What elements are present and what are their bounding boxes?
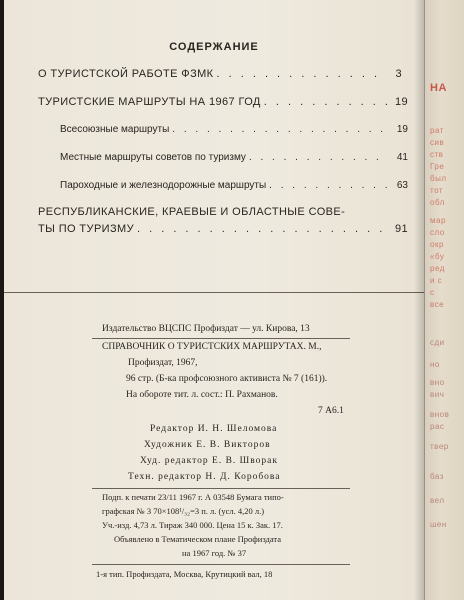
right-page-line: рат xyxy=(430,126,444,135)
toc-entry-page: 3 xyxy=(395,68,402,80)
toc-entry xyxy=(38,96,408,108)
toc-entry-page: 63 xyxy=(396,180,408,191)
credit-line: Редактор И. Н. Шеломова xyxy=(150,424,278,434)
toc-entry-label: ТУРИСТСКИЕ МАРШРУТЫ НА 1967 ГОД xyxy=(38,96,261,108)
divider xyxy=(4,292,424,293)
right-page-line: окр xyxy=(430,240,444,249)
toc-entry-label: Пароходные и железнодорожные маршруты xyxy=(60,180,267,191)
toc-leader-dots xyxy=(134,223,388,235)
right-page-line: сив xyxy=(430,138,445,147)
right-page-line: и с xyxy=(430,276,443,285)
right-page-line: все xyxy=(430,300,445,309)
right-page-line: был xyxy=(430,174,447,183)
biblio-line: На обороте тит. л. сост.: П. Рахманов. xyxy=(126,390,278,400)
toc-entry-label: Всесоюзные маршруты xyxy=(60,124,170,135)
right-page-line: вно xyxy=(430,378,445,387)
biblio-line: СПРАВОЧНИК О ТУРИСТСКИХ МАРШРУТАХ. М., xyxy=(102,342,322,352)
class-code: 7 А6.1 xyxy=(318,406,344,416)
toc-leader-dots xyxy=(214,68,383,80)
toc-leader-dots xyxy=(266,180,388,191)
toc-entry-page: 41 xyxy=(396,152,408,163)
divider xyxy=(92,338,350,339)
right-page-line: ред xyxy=(430,264,445,273)
right-page-line: баз xyxy=(430,472,444,481)
toc-entry-page: 19 xyxy=(396,124,408,135)
printer-line: 1-я тип. Профиздата, Москва, Крутицкий вал, 18 xyxy=(96,569,273,579)
right-page-line: «бу xyxy=(430,252,445,261)
right-page-line: рас xyxy=(430,422,445,431)
right-page-line: сди xyxy=(430,338,445,347)
right-page-line: вич xyxy=(430,390,445,399)
toc-leader-dots xyxy=(261,96,388,108)
print-info-line: Уч.-изд. 4,73 л. Тираж 340 000. Цена 15 к. Зак. 17. xyxy=(102,520,283,530)
credit-line: Художник Е. В. Викторов xyxy=(144,440,271,450)
toc-entry-label: Местные маршруты советов по туризму xyxy=(60,152,246,163)
divider xyxy=(92,564,350,565)
right-page-line: Гре xyxy=(430,162,445,171)
publisher-line: Издательство ВЦСПС Профиздат — ул. Кирова, 13 xyxy=(102,324,310,334)
toc-leader-dots xyxy=(169,124,388,135)
toc-entry-line1: РЕСПУБЛИКАНСКИЕ, КРАЕВЫЕ И ОБЛАСТНЫЕ СОВЕ- xyxy=(38,206,346,218)
credit-line: Худ. редактор Е. В. Шворак xyxy=(140,456,279,466)
left-page xyxy=(4,0,424,600)
right-page-line: но xyxy=(430,360,440,369)
right-page-heading: НА xyxy=(430,82,447,94)
toc-entry-label: ТЫ ПО ТУРИЗМУ xyxy=(38,223,134,235)
right-page-line: вел xyxy=(430,496,445,505)
right-page-line: мар xyxy=(430,216,446,225)
print-info-line: Объявлено в Тематическом плане Профиздата xyxy=(114,534,282,544)
toc-entry-label: О ТУРИСТСКОЙ РАБОТЕ ФЗМК xyxy=(38,68,214,80)
right-page-line: внов xyxy=(430,410,450,419)
right-page-line: с xyxy=(430,288,435,297)
right-page-line: твер xyxy=(430,442,449,451)
toc-entry-page: 91 xyxy=(394,223,408,235)
biblio-line: 96 стр. (Б-ка профсоюзного активиста № 7 (161)). xyxy=(126,374,328,384)
right-page-line: ств xyxy=(430,150,444,159)
print-info-line: на 1967 год. № 37 xyxy=(182,548,247,558)
toc-title: СОДЕРЖАНИЕ xyxy=(169,41,259,53)
print-info-line: Подп. к печати 23/11 1967 г. А 03548 Бумага типо- xyxy=(102,492,284,502)
toc-entry xyxy=(38,223,408,235)
toc-leader-dots xyxy=(246,152,388,163)
print-info-line: графская № 3 70×108¹/₃₂=3 п. л. (усл. 4,20 л.) xyxy=(102,506,265,516)
biblio-line: Профиздат, 1967, xyxy=(128,358,198,368)
right-page-line: сло xyxy=(430,228,445,237)
credit-line: Техн. редактор Н. Д. Коробова xyxy=(128,472,281,482)
right-page xyxy=(424,0,464,600)
divider xyxy=(92,488,350,489)
right-page-line: тот xyxy=(430,186,444,195)
toc-entry xyxy=(38,68,402,80)
right-page-line: обл xyxy=(430,198,445,207)
toc-entry xyxy=(60,124,408,135)
toc-entry xyxy=(60,152,408,163)
toc-entry-page: 19 xyxy=(394,96,408,108)
toc-entry xyxy=(60,180,408,191)
right-page-line: шен xyxy=(430,520,447,529)
